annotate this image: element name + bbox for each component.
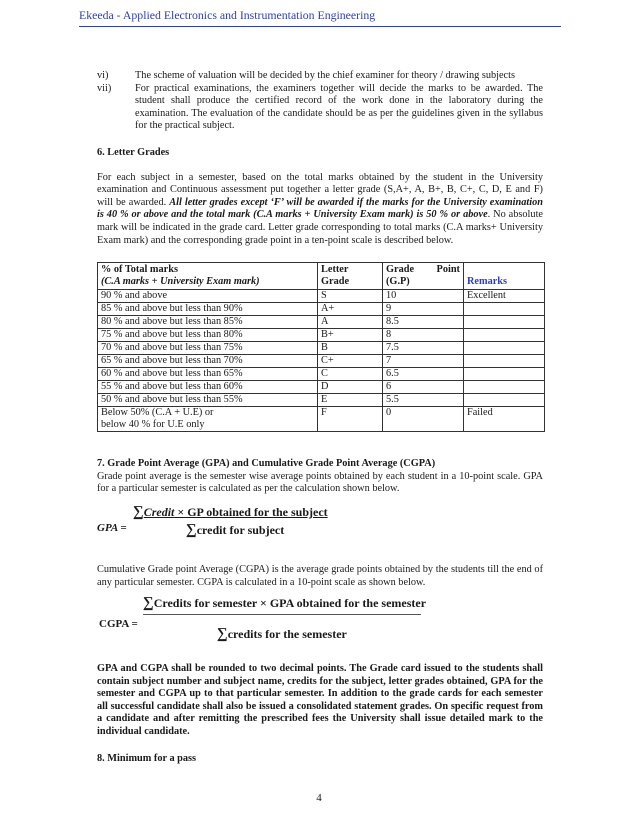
cell-marks: 55 % and above but less than 60% (98, 381, 318, 394)
cell-marks: 85 % and above but less than 90% (98, 303, 318, 316)
cell-remarks: Excellent (464, 290, 545, 303)
cell-grade-point: 8.5 (383, 316, 464, 329)
cell-grade-point: 6 (383, 381, 464, 394)
fraction-line (143, 614, 421, 615)
cell-grade-point: 6.5 (383, 368, 464, 381)
table-row (98, 303, 545, 316)
header-text: % of Total marks (101, 264, 178, 276)
gpa-rounding-paragraph: GPA and CGPA shall be rounded to two decimal points. The Grade card issued to the students shall contain subject number and subject name, credits for the subject, letter grades obtained, GPA for the semester and CGPA up to that particular semester. In addition to the grade cards for each semester all successful candidate shall also be issued a consolidated statement grades. On specific request from a candidate and after remitting the prescribed fees the University shall issue detailed mark to the individual candidate. (97, 663, 543, 738)
cell-grade-point: 10 (383, 290, 464, 303)
cell-marks: 75 % and above but less than 80% (98, 329, 318, 342)
section-heading-gpa: 7. Grade Point Average (GPA) and Cumulative Grade Point Average (CGPA) (97, 458, 436, 470)
cell-grade-point: 9 (383, 303, 464, 316)
header-text: Grade (386, 264, 415, 276)
header-text: (C.A marks + University Exam mark) (101, 276, 260, 288)
sigma-symbol: ∑ (133, 503, 144, 520)
cell-grade: B+ (318, 329, 383, 342)
table-row (98, 407, 545, 432)
item-number: vi) (97, 70, 109, 81)
cell-remarks (464, 394, 545, 407)
letter-grades-paragraph (97, 172, 543, 248)
cgpa-formula (97, 595, 543, 653)
cell-remarks (464, 355, 545, 368)
page-number: 4 (316, 792, 322, 804)
cgpa-paragraph: Cumulative Grade point Average (CGPA) is the average grade points obtained by the students till the end of any particular semester. CGPA is calculated in a 10-point scale as shown below. (97, 563, 543, 588)
list-item (97, 83, 543, 133)
table-row (98, 342, 545, 355)
grade-table (97, 262, 545, 432)
cell-marks: 80 % and above but less than 85% (98, 316, 318, 329)
cell-remarks: Failed (464, 407, 545, 432)
formula-text: Credit (143, 504, 175, 519)
table-row (98, 355, 545, 368)
cell-grade: E (318, 394, 383, 407)
formula-numerator (133, 503, 328, 520)
formula-lhs: GPA = (97, 521, 127, 534)
cell-remarks (464, 303, 545, 316)
item-text: For practical examinations, the examiners together will decide the marks to be awarded. The student shall produce the certified record of the work done in the laboratory during the examination. The evaluation of the candidate should be as per the guidelines given in the syllabus for the practical subject. (135, 82, 543, 132)
cell-text: Below 50% (C.A + U.E) or (101, 407, 214, 419)
cell-grade: D (318, 381, 383, 394)
cell-marks: 50 % and above but less than 55% (98, 394, 318, 407)
cell-remarks (464, 316, 545, 329)
cell-marks: 90 % and above (98, 290, 318, 303)
cell-marks (98, 407, 318, 432)
table-row (98, 381, 545, 394)
cell-grade-point: 7.5 (383, 342, 464, 355)
header-letter-grade (318, 263, 383, 290)
formula-text: × GP obtained for the subject (174, 504, 328, 519)
table-header-row (98, 263, 545, 290)
header-text: (G.P) (386, 276, 410, 288)
page-body (97, 70, 543, 765)
cell-grade: A (318, 316, 383, 329)
cell-marks: 60 % and above but less than 65% (98, 368, 318, 381)
header-text: Grade (321, 276, 350, 288)
cell-grade: F (318, 407, 383, 432)
formula-lhs: CGPA = (99, 618, 138, 631)
gpa-formula (97, 504, 543, 552)
cell-marks: 70 % and above but less than 75% (98, 342, 318, 355)
formula-numerator (143, 597, 426, 610)
cell-grade: C (318, 368, 383, 381)
cell-remarks (464, 342, 545, 355)
header-remarks: Remarks (464, 263, 545, 290)
cell-grade-point: 7 (383, 355, 464, 368)
cell-grade: S (318, 290, 383, 303)
cell-marks: 65 % and above but less than 70% (98, 355, 318, 368)
cell-remarks (464, 381, 545, 394)
cell-grade-point: 5.5 (383, 394, 464, 407)
table-row (98, 316, 545, 329)
document-header: Ekeeda - Applied Electronics and Instrumentation Engineering (79, 8, 561, 27)
header-text: Letter (321, 264, 349, 276)
section-heading-letter-grades: 6. Letter Grades (97, 146, 170, 158)
table-row (98, 368, 545, 381)
item-text: The scheme of valuation will be decided by the chief examiner for theory / drawing subjects (135, 70, 515, 81)
formula-text: credits for the semester (227, 627, 347, 642)
cell-grade: A+ (318, 303, 383, 316)
header-marks (98, 263, 318, 290)
table-row (98, 329, 545, 342)
sigma-symbol: ∑ (217, 626, 228, 643)
table-row (98, 290, 545, 303)
formula-denominator (217, 628, 347, 641)
sigma-symbol: ∑ (143, 595, 154, 612)
cell-grade-point: 0 (383, 407, 464, 432)
paragraph-text: For each subject in a semester, based on the total marks obtained by the student in the University examination and Continuous assessment put together a letter grade (S,A+, A, B+, B, C+, C, D, E and F) will be awarded. (97, 171, 543, 208)
cell-remarks (464, 368, 545, 381)
formula-text: Credits for semester × GPA obtained for the semester (153, 596, 427, 611)
cell-grade: B (318, 342, 383, 355)
cell-grade-point: 8 (383, 329, 464, 342)
paragraph-text: . No absolute mark will be indicated in the grade card. Letter grade corresponding to total marks (C.A marks+ University Exam mark) and the corresponding grade point in a ten-point scale is described below. (97, 209, 543, 246)
paragraph-emphasis: All letter grades except ‘F’ will be awarded if the marks for the University examination is 40 % or above and the total mark (C.A marks + University Exam mark) is 50 % or above (97, 196, 543, 221)
list-item (97, 70, 543, 83)
gpa-paragraph: Grade point average is the semester wise average points obtained by each student in a 10-point scale. GPA for a particular semester is calculated as per the calculation shown below. (97, 470, 543, 495)
cell-text: below 40 % for U.E only (101, 419, 205, 431)
header-text: Point (436, 264, 460, 276)
table-row (98, 394, 545, 407)
cell-grade: C+ (318, 355, 383, 368)
cell-remarks (464, 329, 545, 342)
header-grade-point (383, 263, 464, 290)
section-heading-minimum-pass: 8. Minimum for a pass (97, 752, 197, 764)
formula-denominator (186, 521, 285, 538)
formula-text: credit for subject (196, 522, 285, 537)
item-number: vii) (97, 82, 112, 94)
sigma-symbol: ∑ (186, 521, 197, 538)
